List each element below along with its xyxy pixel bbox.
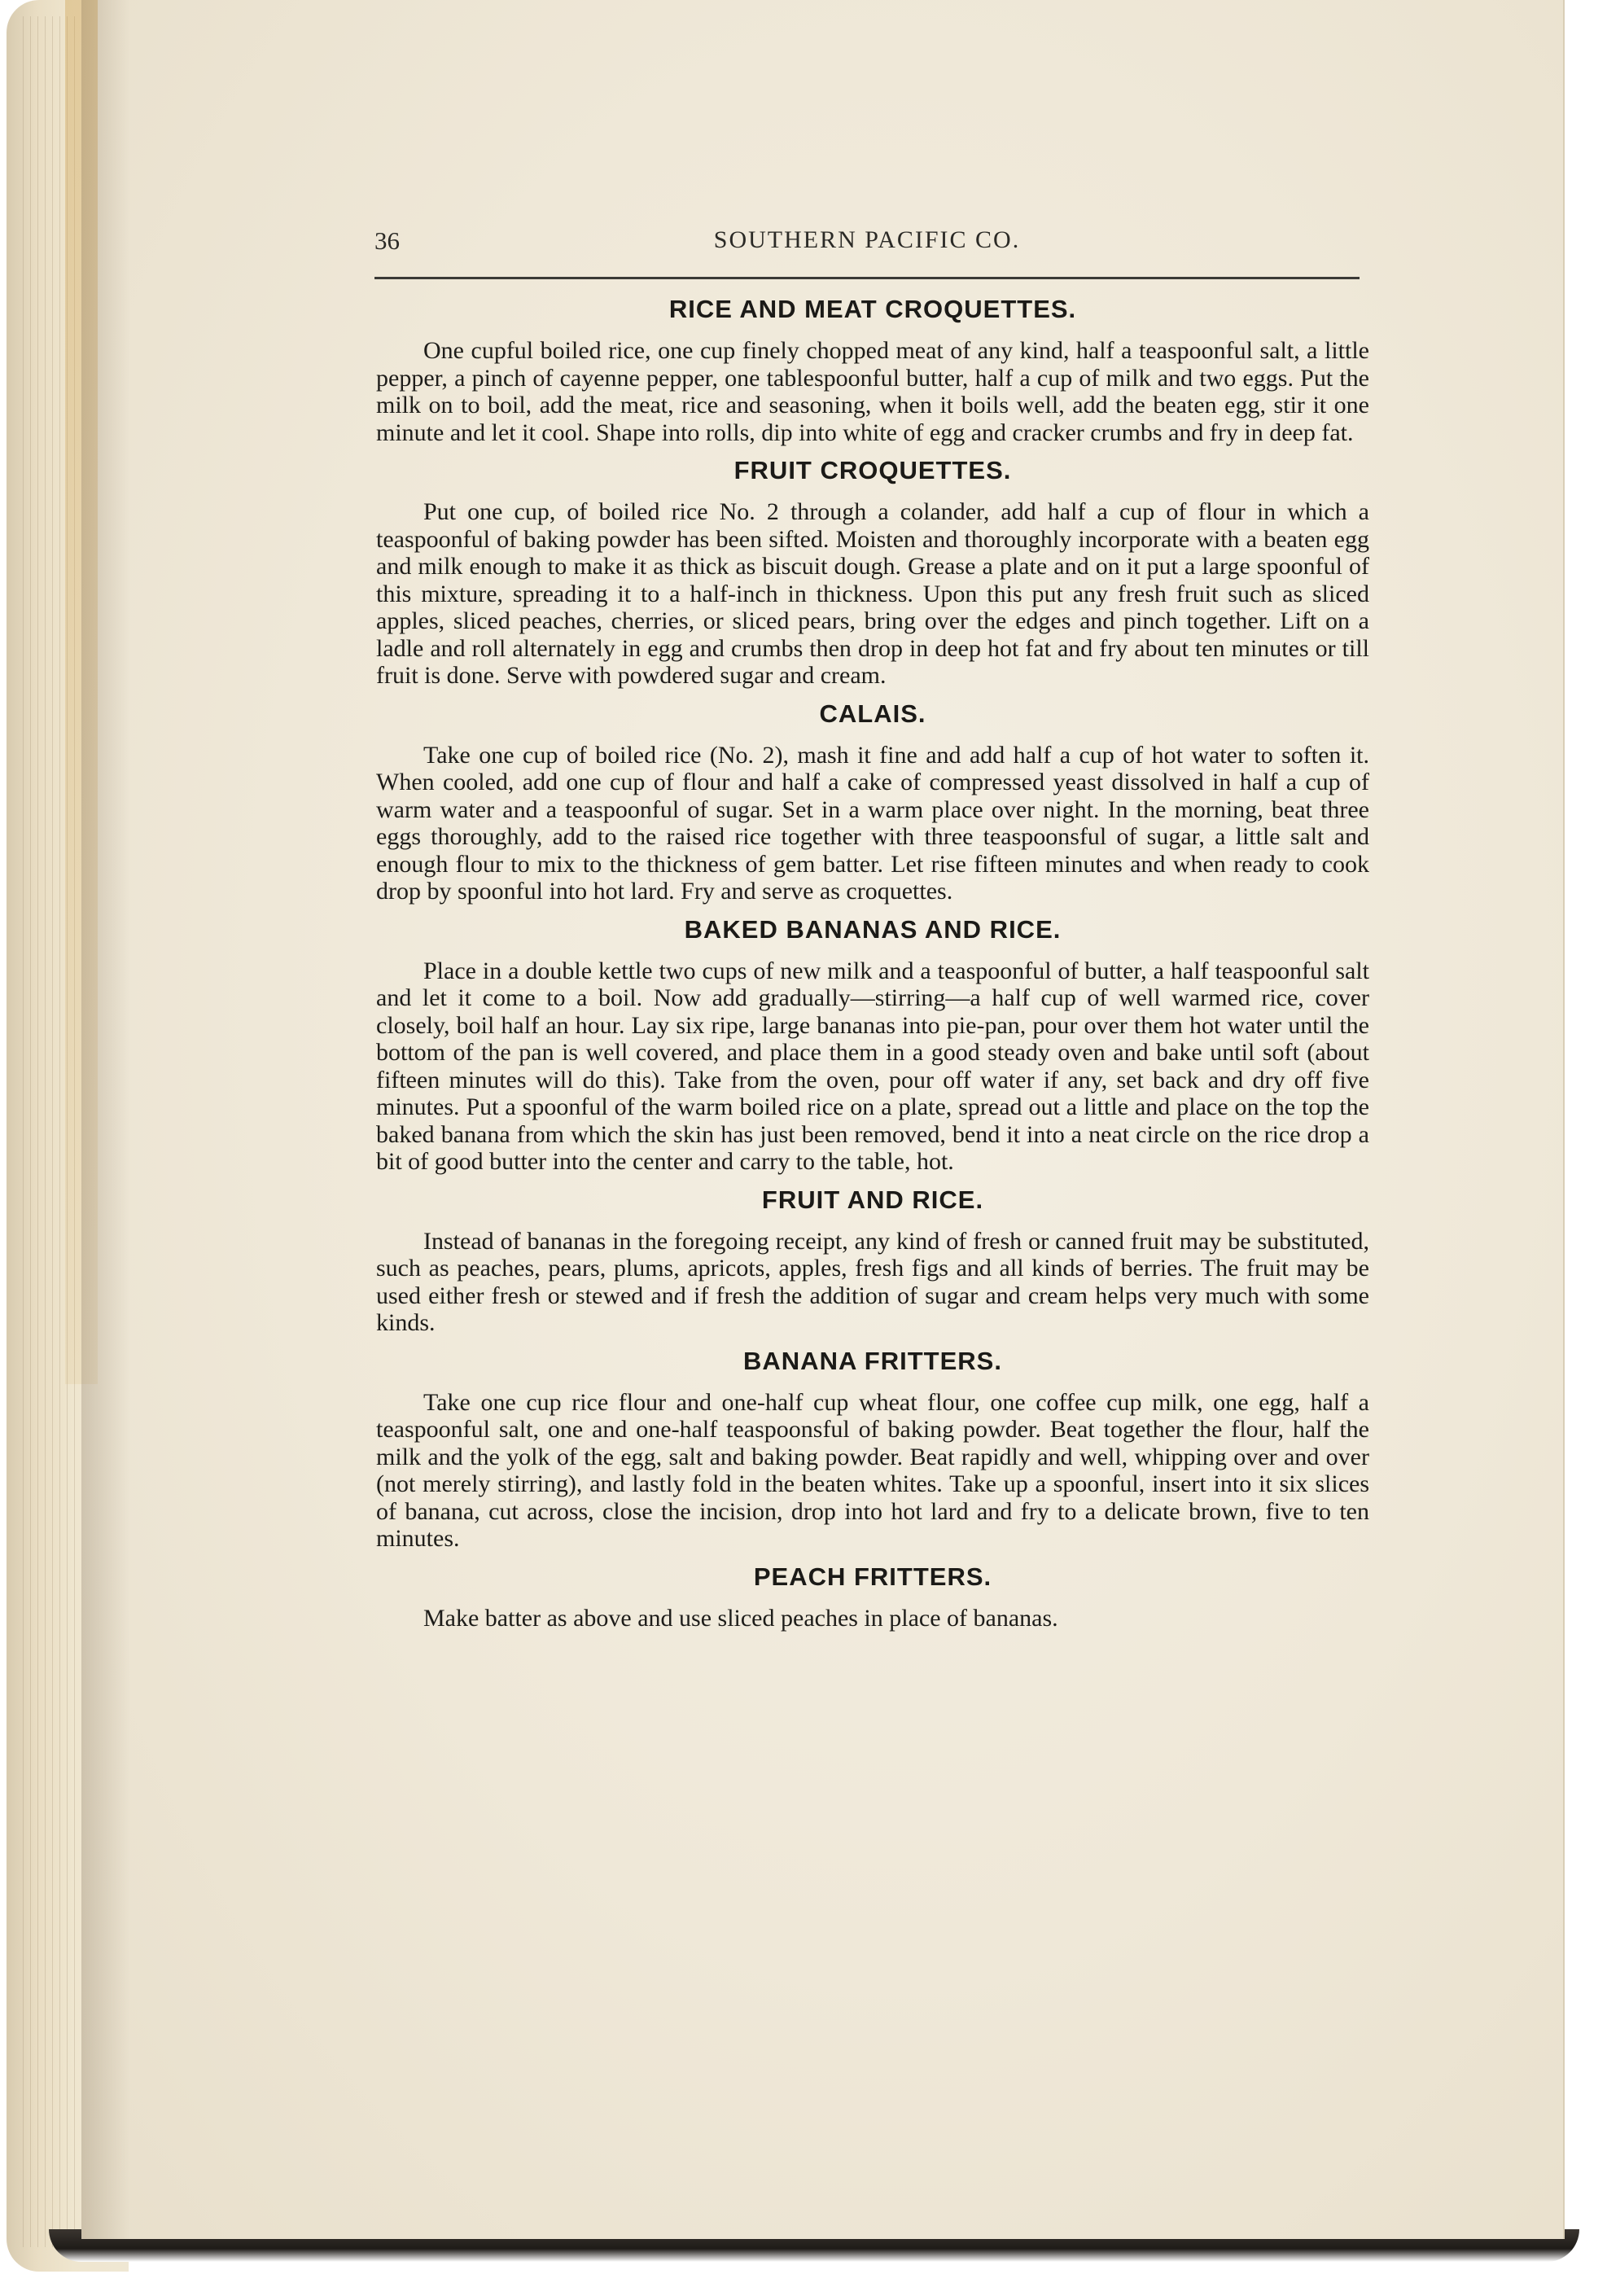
recipe-title: PEACH FRITTERS. bbox=[753, 1562, 992, 1591]
recipe-body: Make batter as above and use sliced peaches in place of bananas. bbox=[423, 1604, 1058, 1632]
recipe-title: CALAIS. bbox=[819, 699, 926, 728]
recipe-fruit-croquettes bbox=[376, 456, 1369, 690]
recipe-fruit-and-rice bbox=[376, 1185, 1369, 1337]
running-head: SOUTHERN PACIFIC CO. bbox=[713, 226, 1021, 253]
recipe-title: BAKED BANANAS AND RICE. bbox=[684, 914, 1062, 944]
recipe-body: Instead of bananas in the foregoing receipt, any kind of fresh or canned fruit may be substituted, such as peaches, pears, plums, apricots, apples, fresh figs and all kinds of berries. The fruit may be used either fresh or stewed and if fresh the addition of sugar and cream helps very much with some kinds. bbox=[376, 1227, 1369, 1336]
recipe-body: Put one cup, of boiled rice No. 2 through a colander, add half a cup of flour in which a teaspoonful of baking powder has been sifted. Moisten and thoroughly incorporate with a beaten egg and milk enough to make it as thick as biscuit dough. Grease a plate and on it put a large spoonful of this mixture, spreading it to a half-inch in thickness. Upon this put any fresh fruit such as sliced apples, sliced peaches, cherries, or sliced pears, bring over the edges and pinch together. Lift on a ladle and roll alternately in egg and crumbs then drop in deep hot fat and fry about ten minutes or till fruit is done. Serve with powdered sugar and cream. bbox=[376, 498, 1369, 689]
recipe-body: Take one cup of boiled rice (No. 2), mash it fine and add half a cup of hot water to soften it. When cooled, add one cup of flour and half a cake of compressed yeast dissolved in half a cup of warm water and a teaspoonful of sugar. Set in a warm place over night. In the morning, beat three eggs thoroughly, add to the raised rice together with three teaspoonsful of sugar, a little salt and enough flour to mix to the thickness of gem batter. Let rise fifteen minutes and when ready to cook drop by spoonful into hot lard. Fry and serve as croquettes. bbox=[376, 741, 1369, 905]
page-number: 36 bbox=[374, 226, 400, 255]
recipe-title: FRUIT CROQUETTES. bbox=[733, 456, 1012, 484]
gutter-shadow bbox=[81, 0, 130, 2239]
recipe-title: FRUIT AND RICE. bbox=[761, 1185, 984, 1214]
recipe-baked-bananas-and-rice bbox=[376, 915, 1369, 1176]
recipe-title: RICE AND MEAT CROQUETTES. bbox=[668, 295, 1077, 323]
recipe-calais bbox=[376, 699, 1369, 905]
recipe-body: Place in a double kettle two cups of new milk and a teaspoonful of butter, a half teaspoonful salt and let it come to a boil. Now add gradually—stirring—a half cup of well warmed rice, cover closely, boil half an hour. Lay six ripe, large bananas into pie-pan, pour over them hot water until the bottom of the pan is well covered, and place them in a good steady oven and bake until soft (about fifteen minutes will do this). Take from the oven, pour off water if any, set back and dry off five minutes. Put a spoonful of the warm boiled rice on a plate, spread out a little and place on the top the baked banana from which the skin has just been removed, bend it into a neat circle on the rice drop a bit of good butter into the center and carry to the table, hot. bbox=[376, 957, 1369, 1175]
recipe-peach-fritters bbox=[376, 1562, 1369, 1632]
page-header bbox=[374, 220, 1360, 279]
recipe-body: One cupful boiled rice, one cup finely chopped meat of any kind, half a teaspoonful salt, a little pepper, a pinch of cayenne pepper, one tablespoonful butter, half a cup of milk and two eggs. Put the milk on to boil, add the meat, rice and seasoning, when it boils well, add the beaten egg, stir it one minute and let it cool. Shape into rolls, dip into white of egg and cracker crumbs and fry in deep fat. bbox=[376, 337, 1369, 446]
recipe-rice-and-meat-croquettes bbox=[376, 295, 1369, 446]
recipe-body: Take one cup rice flour and one-half cup wheat flour, one coffee cup milk, one egg, half a teaspoonful salt, one and one-half teaspoonsful of baking powder. Beat together the flour, half the milk and the yolk of the egg, salt and baking powder. Beat rapidly and well, whipping over and over (not merely stirring), and lastly fold in the beaten whites. Take up a spoonful, insert into it six slices of banana, cut across, close the incision, drop into hot lard and fry to a delicate brown, five to ten minutes. bbox=[376, 1388, 1369, 1552]
recipe-title: BANANA FRITTERS. bbox=[743, 1346, 1002, 1375]
page-content bbox=[376, 285, 1369, 1637]
recipe-banana-fritters bbox=[376, 1347, 1369, 1553]
